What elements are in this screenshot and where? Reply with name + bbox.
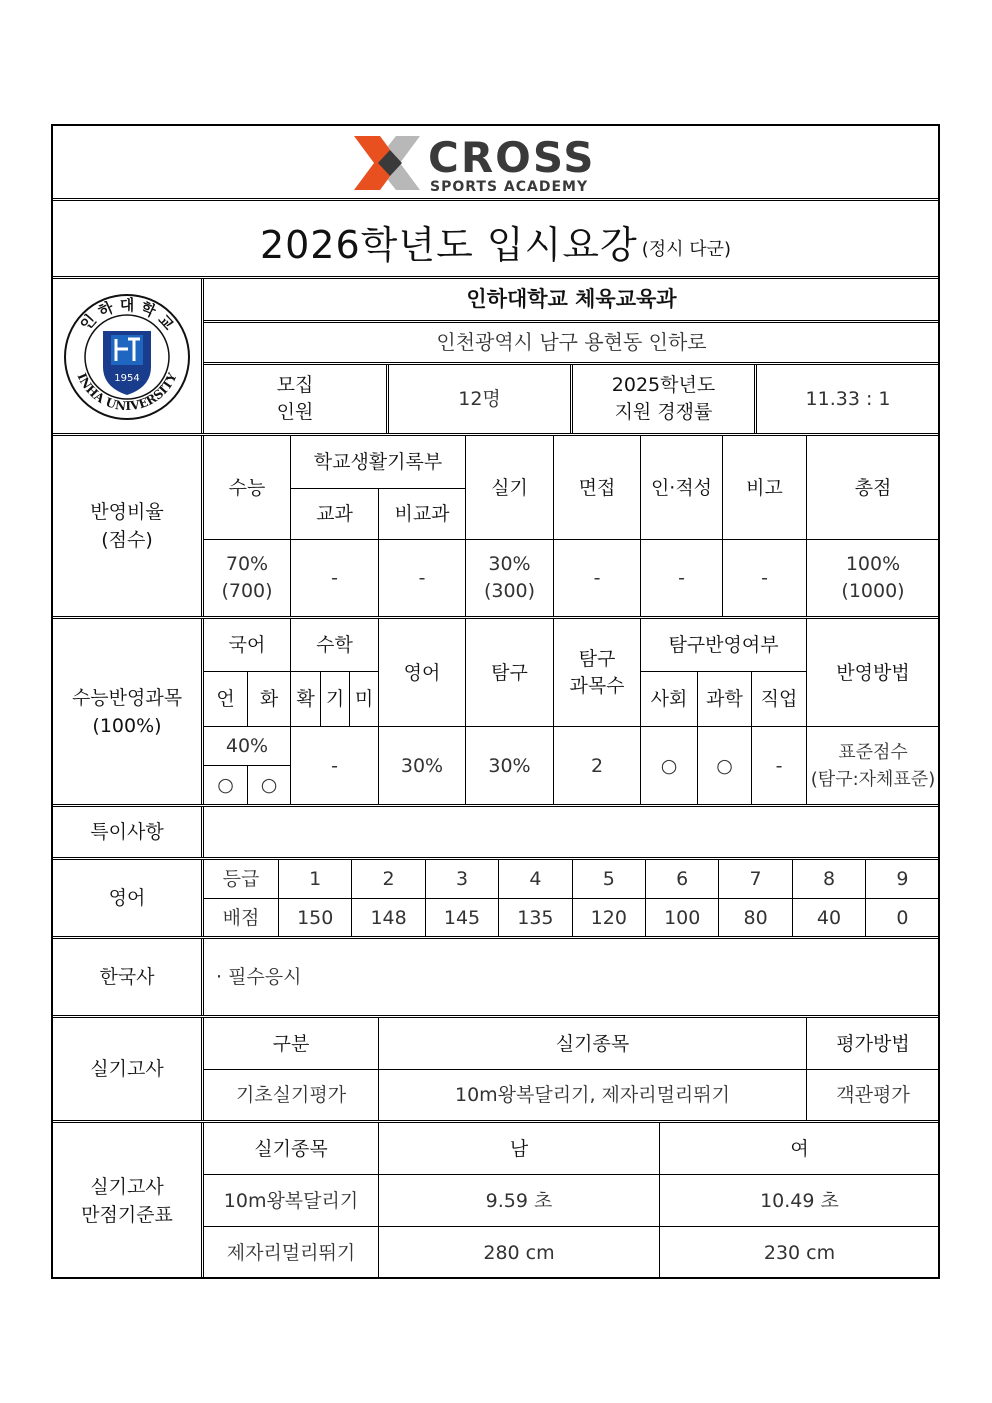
- english-score-cell: 100: [645, 898, 718, 936]
- english-grade-cell: 7: [718, 860, 791, 898]
- subj-head-math: 수학: [290, 619, 378, 671]
- university-address: 인천광역시 남구 용현동 인하로: [436, 330, 707, 354]
- practical-head-events: 실기종목: [378, 1018, 806, 1069]
- cross-logo: [350, 130, 640, 196]
- title-main: 2026학년도 입시요강: [259, 222, 638, 267]
- practical-row-category: 기초실기평가: [204, 1069, 378, 1120]
- ratio-value-non-subject: -: [378, 539, 465, 616]
- ratio-head-etc: 비고: [722, 436, 806, 539]
- english-score-cell: 80: [718, 898, 791, 936]
- english-score-cell: 40: [792, 898, 865, 936]
- english-score-cell: 145: [425, 898, 498, 936]
- perfect-row-event: 10m왕복달리기: [204, 1174, 378, 1226]
- practical-row-events: 10m왕복달리기, 제자리멀리뛰기: [378, 1069, 806, 1120]
- history-value: · 필수응시: [216, 966, 302, 988]
- ratio-value-total: 100% (1000): [806, 539, 939, 616]
- seal-bottom-text: INHA UNIVERSITY: [74, 370, 180, 414]
- competition-label: 2025학년도 지원 경쟁률: [611, 374, 716, 423]
- subj-value-eon: ○: [204, 765, 247, 804]
- english-grade-cell: 4: [498, 860, 571, 898]
- subj-value-inquiry: 30%: [465, 726, 553, 804]
- seal-year: 1954: [114, 373, 140, 384]
- page-title: [53, 206, 938, 276]
- special-value: [204, 807, 939, 857]
- suneung-subjects-label: 수능반영과목 (100%): [71, 686, 183, 737]
- ratio-head-aptitude: 인·적성: [640, 436, 722, 539]
- english-grade-cell: 2: [351, 860, 424, 898]
- ratio-value-interview: -: [553, 539, 640, 616]
- subj-head-inquiry: 탐구: [465, 619, 553, 726]
- english-score-cell: 0: [865, 898, 938, 936]
- subj-head-inquiry-type: 탐구반영여부: [640, 619, 806, 671]
- divider: [53, 198, 938, 201]
- ratio-value-aptitude: -: [640, 539, 722, 616]
- subj-value-science: ○: [697, 726, 751, 804]
- seal-top-text: 인 하 대 학 교: [76, 296, 178, 334]
- practical-head-category: 구분: [272, 1032, 310, 1055]
- subj-value-hwa: ○: [247, 765, 290, 804]
- ratio-head-total: 총점: [806, 436, 939, 539]
- perfect-score-label: 실기고사 만점기준표: [81, 1175, 173, 1226]
- ratio-value-practical: 30% (300): [465, 539, 553, 616]
- history-label: 한국사: [99, 966, 155, 988]
- ratio-value-subject: -: [290, 539, 378, 616]
- english-grade-label: 등급: [222, 868, 260, 890]
- subj-sub-gi: 기: [320, 671, 349, 726]
- inha-seal-logo: [56, 279, 198, 434]
- ratio-head-suneung: 수능: [228, 476, 266, 499]
- ratio-head-practical: 실기: [465, 436, 553, 539]
- subj-head-method: 반영방법: [806, 619, 939, 726]
- english-grade-cell: 6: [645, 860, 718, 898]
- special-label: 특이사항: [90, 821, 164, 843]
- ratio-head-school-record: 학교생활기록부: [290, 436, 465, 488]
- practical-exam-label: 실기고사: [90, 1058, 164, 1080]
- english-score-cell: 120: [572, 898, 645, 936]
- ratio-head-subject: 교과: [290, 488, 378, 539]
- perfect-head-male: 남: [378, 1123, 659, 1174]
- admission-sheet: [51, 124, 940, 1279]
- subj-sub-vocational: 직업: [751, 671, 806, 726]
- recruit-value: 12명: [458, 388, 501, 410]
- subj-sub-eon: 언: [204, 671, 247, 726]
- subj-value-social: ○: [640, 726, 697, 804]
- perfect-row-female: 10.49 초: [659, 1174, 939, 1226]
- ratio-value-etc: -: [722, 539, 806, 616]
- perfect-row-event: 제자리멀리뛰기: [204, 1226, 378, 1278]
- ratio-label: 반영비율 (점수): [90, 501, 164, 551]
- subj-value-english: 30%: [378, 726, 465, 804]
- competition-value: 11.33 : 1: [805, 388, 891, 410]
- subj-value-method: 표준점수 (탐구:자체표준): [806, 726, 939, 804]
- perfect-row-male: 9.59 초: [378, 1174, 659, 1226]
- perfect-head-female: 여: [659, 1123, 939, 1174]
- english-grade-cell: 5: [572, 860, 645, 898]
- ratio-head-non-subject: 비교과: [378, 488, 465, 539]
- english-score-label: 배점: [204, 898, 278, 936]
- subj-sub-social: 사회: [640, 671, 697, 726]
- subj-value-vocational: -: [751, 726, 806, 804]
- logo-tagline: SPORTS ACADEMY: [430, 179, 589, 195]
- english-grade-cell: 1: [278, 860, 351, 898]
- english-label: 영어: [108, 887, 146, 909]
- subj-head-inquiry-count: 탐구 과목수: [553, 619, 640, 726]
- english-grade-cell: 9: [865, 860, 938, 898]
- english-grade-cell: 8: [792, 860, 865, 898]
- subj-sub-hwa: 화: [247, 671, 290, 726]
- subj-head-english: 영어: [378, 619, 465, 726]
- english-score-cell: 150: [278, 898, 351, 936]
- perfect-head-event: 실기종목: [254, 1137, 328, 1160]
- english-score-cell: 135: [498, 898, 571, 936]
- perfect-row-male: 280 cm: [378, 1226, 659, 1278]
- logo-brand: CROSS: [428, 133, 596, 182]
- recruit-label: 모집 인원: [276, 374, 314, 423]
- subj-sub-mi: 미: [349, 671, 378, 726]
- ratio-head-interview: 면접: [553, 436, 640, 539]
- practical-head-method: 평가방법: [806, 1018, 939, 1069]
- title-sub: (정시 다군): [641, 239, 732, 260]
- subj-value-korean: 40%: [204, 726, 290, 765]
- english-score-cell: 148: [351, 898, 424, 936]
- practical-row-method: 객관평가: [806, 1069, 939, 1120]
- english-grade-cell: 3: [425, 860, 498, 898]
- subj-head-korean: 국어: [228, 634, 266, 656]
- subj-value-math: -: [290, 726, 378, 804]
- subj-value-inquiry-count: 2: [553, 726, 640, 804]
- ratio-value-suneung: 70% (700): [204, 539, 290, 616]
- subj-sub-hwak: 확: [290, 671, 320, 726]
- university-name: 인하대학교 체육교육과: [466, 287, 677, 311]
- perfect-row-female: 230 cm: [659, 1226, 939, 1278]
- subj-sub-science: 과학: [697, 671, 751, 726]
